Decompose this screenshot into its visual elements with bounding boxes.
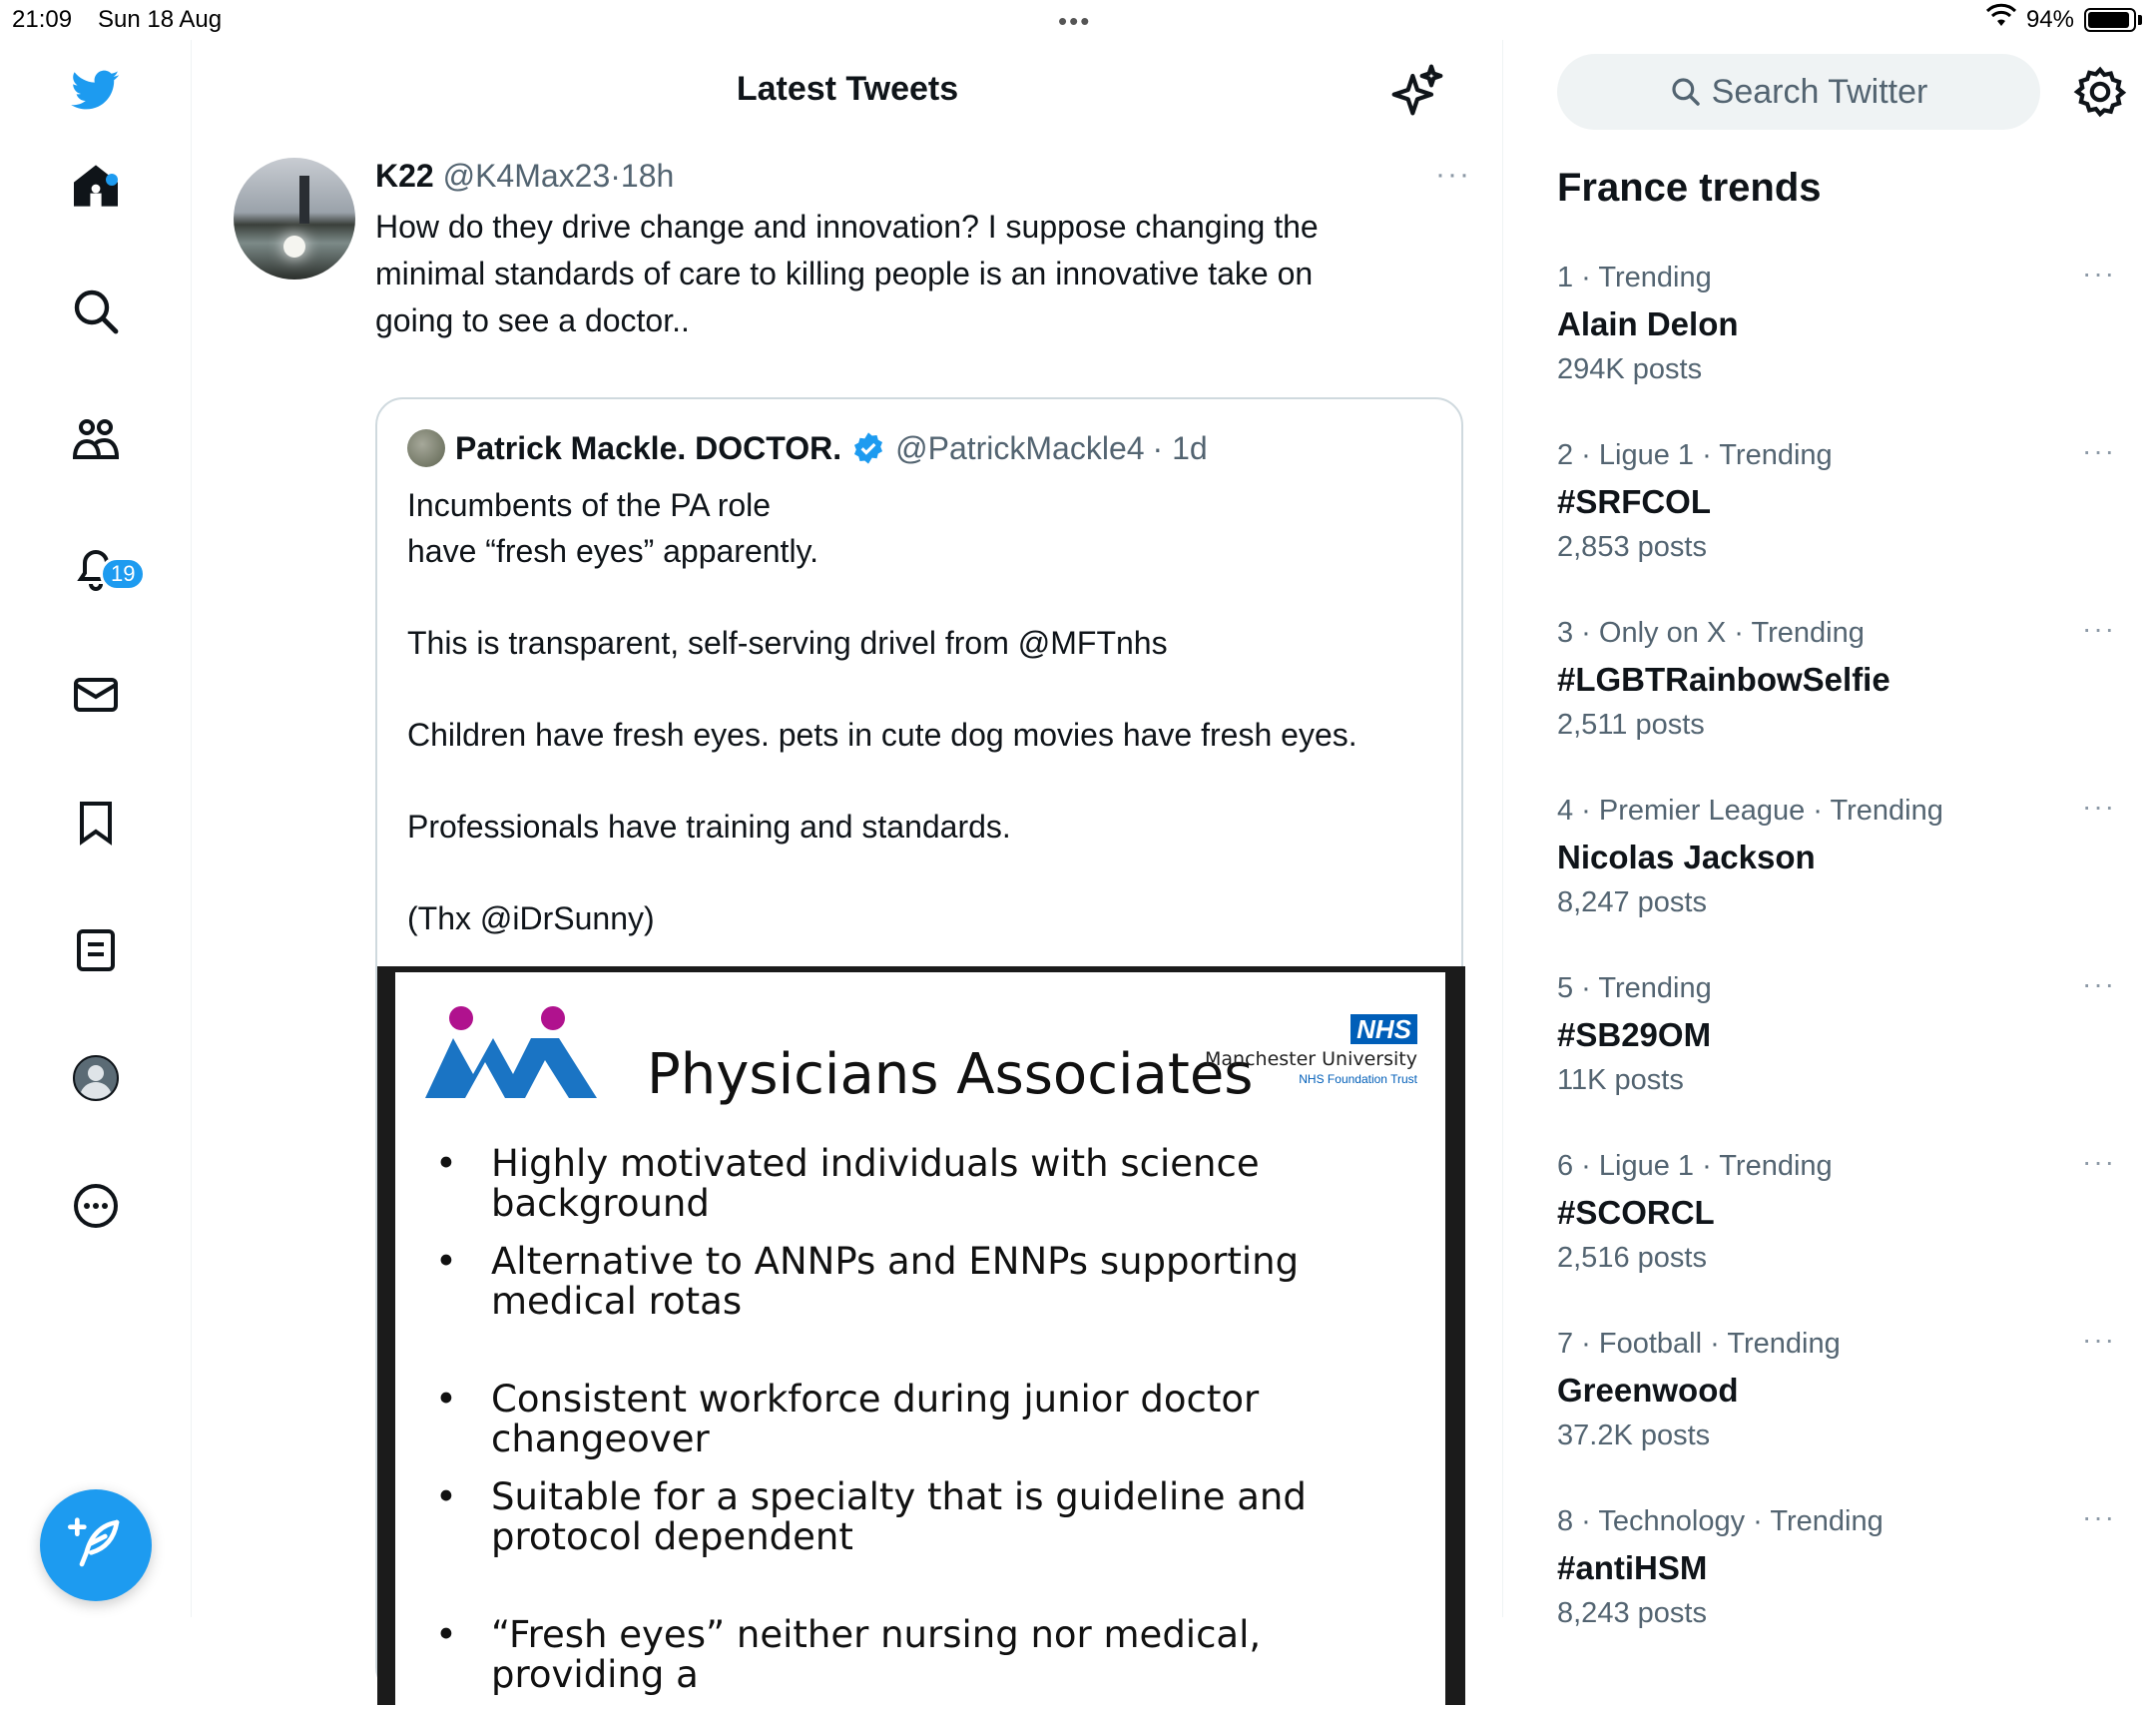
timeline: [192, 40, 1503, 1696]
search-icon[interactable]: [66, 282, 126, 341]
tweet-author-name[interactable]: K22: [375, 158, 434, 194]
trend-more-button[interactable]: ···: [2082, 258, 2116, 288]
trend-more-button[interactable]: ···: [2082, 435, 2116, 466]
trend-item[interactable]: [1557, 968, 2116, 1150]
more-icon[interactable]: [66, 1176, 126, 1236]
quoted-author-handle[interactable]: @PatrickMackle4: [895, 429, 1145, 466]
trend-name: Alain Delon: [1557, 305, 1739, 342]
search-placeholder: Search Twitter: [1711, 72, 1928, 111]
new-posts-dot: [106, 174, 118, 186]
home-icon[interactable]: [66, 156, 126, 216]
right-column: [1503, 40, 2156, 1629]
sparkle-icon[interactable]: [1389, 62, 1445, 118]
tweet-text-line: How do they drive change and innovation? I suppose changing the: [375, 209, 1319, 245]
trend-category: 5 · Trending: [1557, 972, 1712, 1004]
twitter-bird-icon[interactable]: [66, 60, 126, 120]
feather-plus-icon: [68, 1515, 124, 1576]
slide-content: [395, 972, 1445, 1711]
trend-more-button[interactable]: ···: [2082, 968, 2116, 999]
trend-count: 2,511 posts: [1557, 709, 1705, 741]
trend-item[interactable]: [1557, 791, 2116, 972]
quoted-text-line: have “fresh eyes” apparently.: [407, 533, 819, 569]
trend-item[interactable]: [1557, 613, 2116, 795]
trend-count: 8,243 posts: [1557, 1597, 1707, 1629]
quoted-text-line: Professionals have training and standards.: [407, 809, 1011, 845]
trend-count: 11K posts: [1557, 1064, 1684, 1096]
trend-category: 2 · Ligue 1 · Trending: [1557, 439, 1833, 471]
battery-icon: [2084, 8, 2136, 32]
quoted-author-avatar[interactable]: [407, 429, 445, 467]
tweet-avatar[interactable]: [234, 158, 355, 280]
search-input[interactable]: [1557, 54, 2040, 130]
trend-count: 2,853 posts: [1557, 531, 1707, 563]
trend-count: 2,516 posts: [1557, 1242, 1707, 1274]
trend-category: 8 · Technology · Trending: [1557, 1505, 1884, 1537]
trend-category: 7 · Football · Trending: [1557, 1328, 1841, 1360]
verified-badge-icon: [851, 431, 885, 465]
mail-icon[interactable]: [66, 665, 126, 725]
trend-category: 4 · Premier League · Trending: [1557, 795, 1943, 827]
trend-count: 294K posts: [1557, 353, 1703, 385]
slide-bullet: • “Fresh eyes” neither nursing nor medical, providing a: [435, 1613, 1262, 1696]
mm-logo-icon: [421, 1002, 601, 1102]
slide-bullet: • Suitable for a specialty that is guideline and protocol dependent: [435, 1475, 1307, 1558]
trends-title: France trends: [1557, 166, 1822, 210]
tweet-handle[interactable]: @K4Max23: [442, 158, 611, 194]
lists-icon[interactable]: [66, 920, 126, 980]
trend-name: #SB29OM: [1557, 1016, 1712, 1053]
slide-bullet: • Consistent workforce during junior doctor changeover: [435, 1378, 1260, 1460]
quoted-text-line: This is transparent, self-serving drivel from @MFTnhs: [407, 625, 1168, 661]
communities-icon[interactable]: [66, 409, 126, 469]
trend-category: 3 · Only on X · Trending: [1557, 617, 1865, 649]
quoted-text-line: (Thx @iDrSunny): [407, 900, 655, 936]
quoted-tweet[interactable]: [375, 397, 1463, 1695]
profile-icon[interactable]: [66, 1048, 126, 1108]
timeline-header: [192, 40, 1503, 140]
tweet-text-line: minimal standards of care to killing people is an innovative take on: [375, 256, 1314, 291]
trend-category: 6 · Ligue 1 · Trending: [1557, 1150, 1833, 1182]
trend-category: 1 · Trending: [1557, 262, 1712, 293]
bookmark-icon[interactable]: [66, 793, 126, 853]
trend-count: 8,247 posts: [1557, 886, 1707, 918]
status-bar: [0, 0, 2156, 40]
trend-name: #LGBTRainbowSelfie: [1557, 661, 1890, 698]
tweet-text-line: going to see a doctor..: [375, 302, 690, 338]
nhs-org-name: Manchester University: [1205, 1048, 1417, 1070]
battery-percent: 94%: [2025, 5, 2074, 33]
status-time: 21:09: [12, 6, 73, 33]
trend-more-button[interactable]: ···: [2082, 1146, 2116, 1177]
gear-icon[interactable]: [2072, 64, 2128, 120]
trend-name: #antiHSM: [1557, 1549, 1708, 1586]
page-title: Latest Tweets: [736, 70, 959, 108]
status-date: Sun 18 Aug: [98, 6, 223, 33]
trend-item[interactable]: [1557, 1324, 2116, 1505]
slide-bullet: • Highly motivated individuals with science background: [435, 1142, 1260, 1225]
attached-image[interactable]: [377, 966, 1465, 1705]
quoted-text-line: Children have fresh eyes. pets in cute dog movies have fresh eyes.: [407, 717, 1357, 753]
trend-name: Nicolas Jackson: [1557, 839, 1816, 875]
wifi-icon: [1986, 4, 2016, 35]
slide-bullet: • Alternative to ANNPs and ENNPs supporting medical rotas: [435, 1240, 1300, 1323]
search-icon: [1670, 76, 1702, 108]
compose-tweet-button[interactable]: [40, 1489, 152, 1601]
trend-count: 37.2K posts: [1557, 1420, 1711, 1451]
tweet-separator: ·: [610, 158, 621, 194]
quoted-tweet-time: · 1d: [1152, 429, 1208, 466]
tweet-text: [375, 204, 1453, 344]
trend-more-button[interactable]: ···: [2082, 1324, 2116, 1355]
tweet-header: [375, 158, 674, 195]
trend-item[interactable]: [1557, 258, 2116, 439]
notifications-badge: 19: [100, 557, 146, 591]
trend-more-button[interactable]: ···: [2082, 613, 2116, 644]
trend-item[interactable]: [1557, 1501, 2116, 1683]
trend-more-button[interactable]: ···: [2082, 791, 2116, 822]
slide-title: Physicians Associates: [647, 1042, 1254, 1107]
status-right: [1986, 4, 2142, 35]
trend-name: #SRFCOL: [1557, 483, 1712, 520]
multitasking-dots[interactable]: •••: [1058, 6, 1092, 36]
nhs-logo: NHS: [1350, 1014, 1417, 1044]
trend-more-button[interactable]: ···: [2082, 1501, 2116, 1532]
trend-name: #SCORCL: [1557, 1194, 1715, 1231]
tweet-more-button[interactable]: ···: [1435, 158, 1471, 191]
quoted-author-name[interactable]: Patrick Mackle. DOCTOR.: [455, 429, 842, 466]
trend-item[interactable]: [1557, 1146, 2116, 1328]
quoted-text-line: Incumbents of the PA role: [407, 487, 772, 523]
left-nav: [0, 40, 192, 1617]
tweet-time[interactable]: 18h: [620, 158, 675, 194]
quoted-tweet-header: [407, 429, 1208, 467]
trend-name: Greenwood: [1557, 1372, 1739, 1409]
trend-item[interactable]: [1557, 435, 2116, 617]
nhs-org-subtitle: NHS Foundation Trust: [1299, 1072, 1417, 1086]
